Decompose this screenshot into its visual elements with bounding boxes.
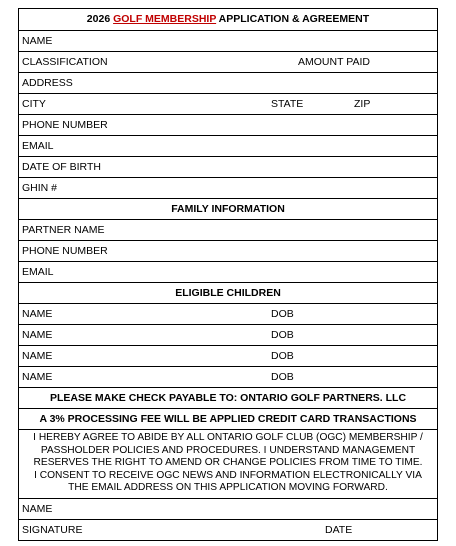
email-field[interactable] — [19, 135, 437, 156]
agreement-text — [19, 432, 437, 495]
child-name-label: NAME — [22, 371, 53, 383]
fee-notice-row — [19, 408, 437, 429]
city-label: CITY — [22, 98, 46, 110]
phone-label: PHONE NUMBER — [22, 119, 108, 131]
name-label: NAME — [22, 35, 53, 47]
partner-phone-label: PHONE NUMBER — [22, 245, 108, 257]
address-field[interactable] — [19, 72, 437, 93]
dob-label: DATE OF BIRTH — [22, 161, 101, 173]
children-heading-row — [19, 282, 437, 303]
family-heading-row — [19, 198, 437, 219]
check-notice-row — [19, 387, 437, 408]
ghin-label: GHIN # — [22, 182, 58, 194]
classification-label: CLASSIFICATION — [22, 56, 108, 68]
children-heading: ELIGIBLE CHILDREN — [175, 287, 281, 299]
agreement-row — [19, 429, 437, 498]
partner-name-label: PARTNER NAME — [22, 224, 105, 236]
classification-row[interactable] — [19, 51, 437, 72]
address-label: ADDRESS — [22, 77, 73, 89]
partner-email-field[interactable] — [19, 261, 437, 282]
ghin-field[interactable] — [19, 177, 437, 198]
signature-label: SIGNATURE — [22, 524, 83, 536]
child-dob-label: DOB — [271, 329, 294, 341]
city-state-zip-row[interactable] — [19, 93, 437, 114]
partner-name-field[interactable] — [19, 219, 437, 240]
title-highlight: GOLF MEMBERSHIP — [113, 13, 217, 25]
agreement-line: PASSHOLDER POLICIES AND PROCEDURES. I UNDERSTAND MANAGEMENT — [40, 444, 416, 456]
signer-name-field[interactable] — [19, 498, 437, 519]
agreement-line: I CONSENT TO RECEIVE OGC NEWS AND INFORMATION ELECTRONICALLY VIA — [34, 469, 422, 481]
child-dob-label: DOB — [271, 308, 294, 320]
partner-phone-field[interactable] — [19, 240, 437, 261]
dob-field[interactable] — [19, 156, 437, 177]
partner-email-label: EMAIL — [22, 266, 54, 278]
name-field[interactable] — [19, 30, 437, 51]
signature-row[interactable] — [19, 519, 437, 540]
zip-label: ZIP — [354, 98, 371, 110]
agreement-line: I HEREBY AGREE TO ABIDE BY ALL ONTARIO GOLF CLUB (OGC) MEMBERSHIP / — [33, 432, 423, 443]
membership-form — [18, 8, 438, 541]
child-row[interactable] — [19, 324, 437, 345]
child-dob-label: DOB — [271, 350, 294, 362]
family-heading: FAMILY INFORMATION — [171, 203, 285, 215]
phone-field[interactable] — [19, 114, 437, 135]
amount-paid-label: AMOUNT PAID — [298, 56, 370, 68]
email-label: EMAIL — [22, 140, 54, 152]
form-title-row — [19, 9, 437, 30]
form-title — [19, 9, 437, 29]
child-dob-label: DOB — [271, 371, 294, 383]
fee-notice: A 3% PROCESSING FEE WILL BE APPLIED CREDIT CARD TRANSACTIONS — [39, 413, 417, 425]
agreement-line: RESERVES THE RIGHT TO AMEND OR CHANGE POLICIES FROM TIME TO TIME. — [33, 457, 423, 469]
child-row[interactable] — [19, 366, 437, 387]
signer-name-label: NAME — [22, 503, 53, 515]
check-notice: PLEASE MAKE CHECK PAYABLE TO: ONTARIO GOLF PARTNERS. LLC — [49, 392, 407, 404]
agreement-line: THE EMAIL ADDRESS ON THIS APPLICATION MOVING FORWARD. — [68, 482, 388, 494]
child-name-label: NAME — [22, 350, 53, 362]
child-row[interactable] — [19, 345, 437, 366]
state-label: STATE — [271, 98, 304, 110]
child-row[interactable] — [19, 303, 437, 324]
title-year: 2026 — [86, 13, 111, 25]
title-rest: APPLICATION & AGREEMENT — [218, 13, 370, 25]
child-name-label: NAME — [22, 308, 53, 320]
child-name-label: NAME — [22, 329, 53, 341]
date-label: DATE — [325, 524, 353, 536]
